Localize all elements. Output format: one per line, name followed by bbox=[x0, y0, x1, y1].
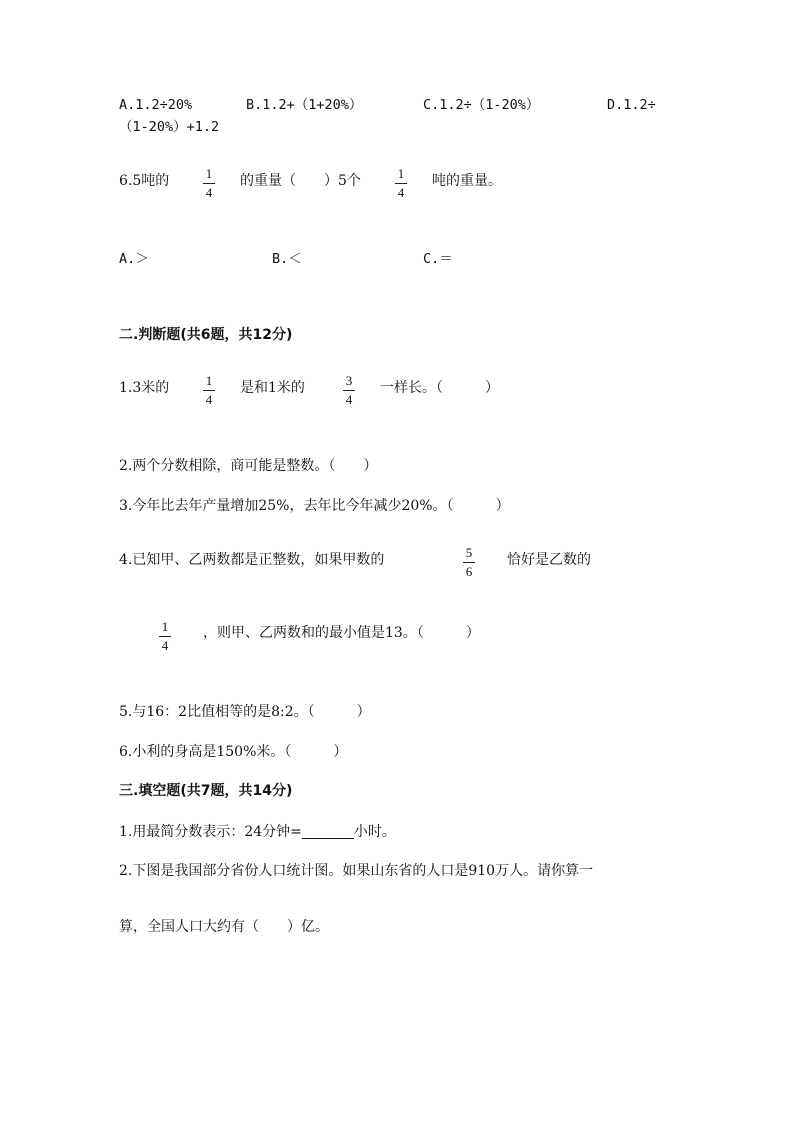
s2-q6: 6.小利的身高是150%米。（ ） bbox=[119, 744, 348, 760]
fraction-denominator: 4 bbox=[205, 392, 213, 407]
q6-fraction-2 bbox=[395, 167, 407, 199]
s2-q5: 5.与16：2比值相等的是8:2。（ ） bbox=[119, 704, 371, 720]
fraction-bar bbox=[343, 390, 355, 391]
fraction-numerator: 1 bbox=[205, 373, 213, 388]
fraction-numerator: 1 bbox=[397, 166, 405, 181]
q6-fraction-1 bbox=[203, 167, 215, 199]
option-c: C.1.2÷（1-20%） bbox=[423, 97, 540, 113]
section-3-title: 三.填空题(共7题，共14分) bbox=[119, 783, 293, 799]
fraction-numerator: 5 bbox=[465, 545, 473, 560]
s2-q1-prefix: 1.3米的 bbox=[119, 380, 170, 396]
fraction-denominator: 4 bbox=[345, 392, 353, 407]
s3-q1-suffix: 小时。 bbox=[353, 824, 396, 840]
s2-q4-line1-prefix: 4.已知甲、乙两数都是正整数，如果甲数的 bbox=[119, 552, 385, 568]
fraction-bar bbox=[203, 183, 215, 184]
q6-option-b: B.＜ bbox=[272, 251, 302, 267]
s3-q1 bbox=[119, 824, 396, 839]
answer-blank[interactable] bbox=[302, 824, 354, 839]
q6-option-c: C.＝ bbox=[423, 251, 453, 267]
option-d-continued: （1-20%）+1.2 bbox=[119, 119, 220, 135]
fraction-bar bbox=[395, 183, 407, 184]
section-2-title: 二.判断题(共6题，共12分) bbox=[119, 327, 293, 343]
s2-q1-suffix: 一样长。（ ） bbox=[380, 380, 499, 396]
fraction-numerator: 1 bbox=[161, 619, 169, 634]
fraction-numerator: 3 bbox=[345, 373, 353, 388]
option-b: B.1.2+（1+20%） bbox=[246, 97, 363, 113]
s2-q3: 3.今年比去年产量增加25%，去年比今年减少20%。（ ） bbox=[119, 498, 510, 514]
s2-q4-fraction-1 bbox=[463, 546, 475, 578]
s2-q4-line2: ，则甲、乙两数和的最小值是13。（ ） bbox=[203, 625, 480, 641]
s2-q1-middle: 是和1米的 bbox=[240, 380, 305, 396]
fraction-bar bbox=[159, 636, 171, 637]
s2-q2: 2.两个分数相除，商可能是整数。（ ） bbox=[119, 458, 378, 474]
s2-q4-line1-suffix: 恰好是乙数的 bbox=[507, 552, 591, 568]
fraction-denominator: 6 bbox=[465, 564, 473, 579]
fraction-numerator: 1 bbox=[205, 166, 213, 181]
q6-prefix: 6.5吨的 bbox=[119, 173, 170, 189]
option-d: D.1.2÷ bbox=[607, 97, 656, 113]
fraction-denominator: 4 bbox=[161, 638, 169, 653]
s3-q2-line1: 2.下图是我国部分省份人口统计图。如果山东省的人口是910万人。请你算一 bbox=[119, 863, 594, 879]
option-a: A.1.2÷20% bbox=[119, 97, 193, 113]
s3-q2-line2: 算，全国人口大约有（ ）亿。 bbox=[119, 919, 329, 935]
fraction-denominator: 4 bbox=[397, 185, 405, 200]
s2-q1-fraction-2 bbox=[343, 374, 355, 406]
s2-q4-fraction-2 bbox=[159, 620, 171, 652]
s2-q1-fraction-1 bbox=[203, 374, 215, 406]
s3-q1-prefix: 1.用最简分数表示：24分钟= bbox=[119, 824, 302, 840]
q6-suffix: 吨的重量。 bbox=[432, 173, 502, 189]
q6-option-a: A.＞ bbox=[119, 251, 149, 267]
fraction-bar bbox=[463, 562, 475, 563]
fraction-bar bbox=[203, 390, 215, 391]
fraction-denominator: 4 bbox=[205, 185, 213, 200]
q6-middle: 的重量（ ）5个 bbox=[240, 173, 361, 189]
